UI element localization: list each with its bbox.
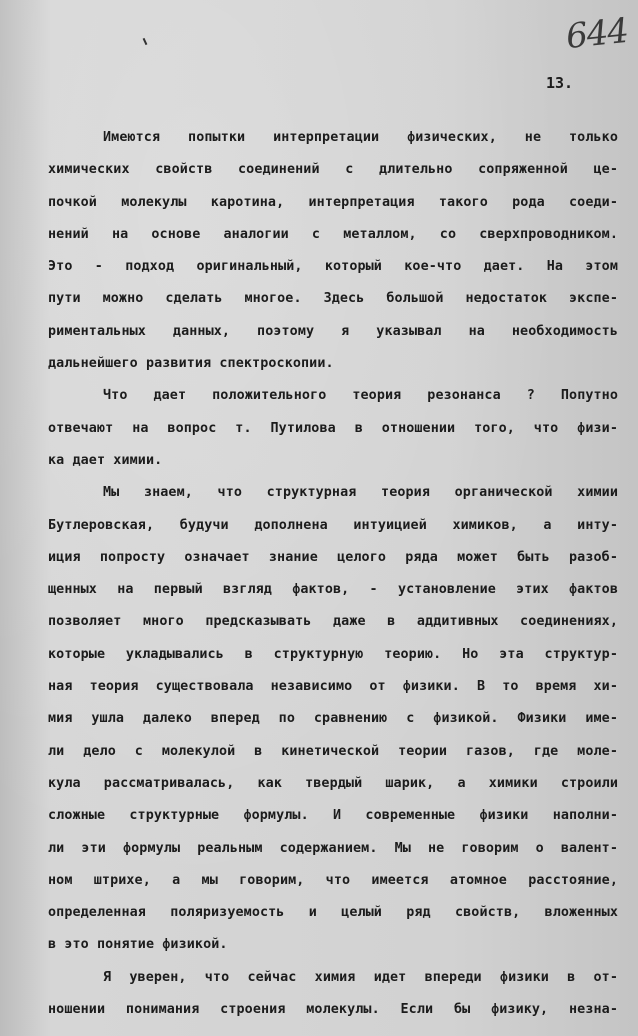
text-line: почкой молекулы каротина, интерпретация такого рода соеди- — [48, 194, 618, 210]
text-line: щенных на первый взгляд фактов, - установление этих фактов — [48, 582, 618, 598]
archive-number: 644 — [564, 10, 630, 58]
text-line: пути можно сделать многое. Здесь большой недостаток экспе- — [48, 291, 618, 307]
text-line: ном штрихе, а мы говорим, что имеется атомное расстояние, — [48, 872, 618, 888]
text-line: Что дает положительного теория резонанса ? Попутно — [103, 388, 618, 404]
text-line: дальнейшего развития спектроскопии. — [48, 356, 334, 372]
text-line: Имеются попытки интерпретации физических, не только — [103, 130, 618, 145]
text-line: ка дает химии. — [48, 452, 163, 468]
text-line: Бутлеровская, будучи дополнена интуицией химиков, а инту- — [48, 517, 618, 533]
text-line: мия ушла далеко вперед по сравнению с физикой. Физики име- — [48, 711, 618, 727]
text-line: Я уверен, что сейчас химия идет впереди физики в от- — [103, 969, 618, 985]
text-line: нений на основе аналогии с металлом, со сверхпроводником. — [48, 226, 618, 242]
pen-mark — [143, 38, 148, 45]
text-body — [48, 122, 618, 1026]
text-line: которые укладывались в структурную теорию. Но эта структур- — [48, 646, 618, 662]
text-line: определенная поляризуемость и целый ряд свойств, вложенных — [48, 905, 618, 921]
text-line: иция попросту означает знание целого ряда может быть разоб- — [48, 549, 618, 565]
text-line: сложные структурные формулы. И современные физики наполни- — [48, 808, 618, 824]
text-line: ли эти формулы реальным содержанием. Мы не говорим о валент- — [48, 840, 618, 856]
text-line: химических свойств соединений с длительно сопряженной це- — [48, 162, 618, 178]
text-line: Это - подход оригинальный, который кое-что дает. На этом — [48, 259, 618, 275]
text-line: ношении понимания строения молекулы. Если бы физику, незна- — [48, 1002, 618, 1018]
text-line: в это понятие физикой. — [48, 937, 228, 953]
text-line: кула рассматривалась, как твердый шарик, а химики строили — [48, 775, 618, 791]
text-line: ли дело с молекулой в кинетической теории газов, где моле- — [48, 743, 618, 759]
page-number: 13. — [546, 74, 574, 92]
text-line: риментальных данных, поэтому я указывал на необходимость — [48, 323, 618, 339]
text-line: ная теория существовала независимо от физики. В то время хи- — [48, 679, 618, 695]
text-line: отвечают на вопрос т. Путилова в отношении того, что физи- — [48, 420, 618, 436]
text-line: позволяет много предсказывать даже в аддитивных соединениях, — [48, 614, 618, 630]
text-line: Мы знаем, что структурная теория органической химии — [103, 485, 618, 501]
